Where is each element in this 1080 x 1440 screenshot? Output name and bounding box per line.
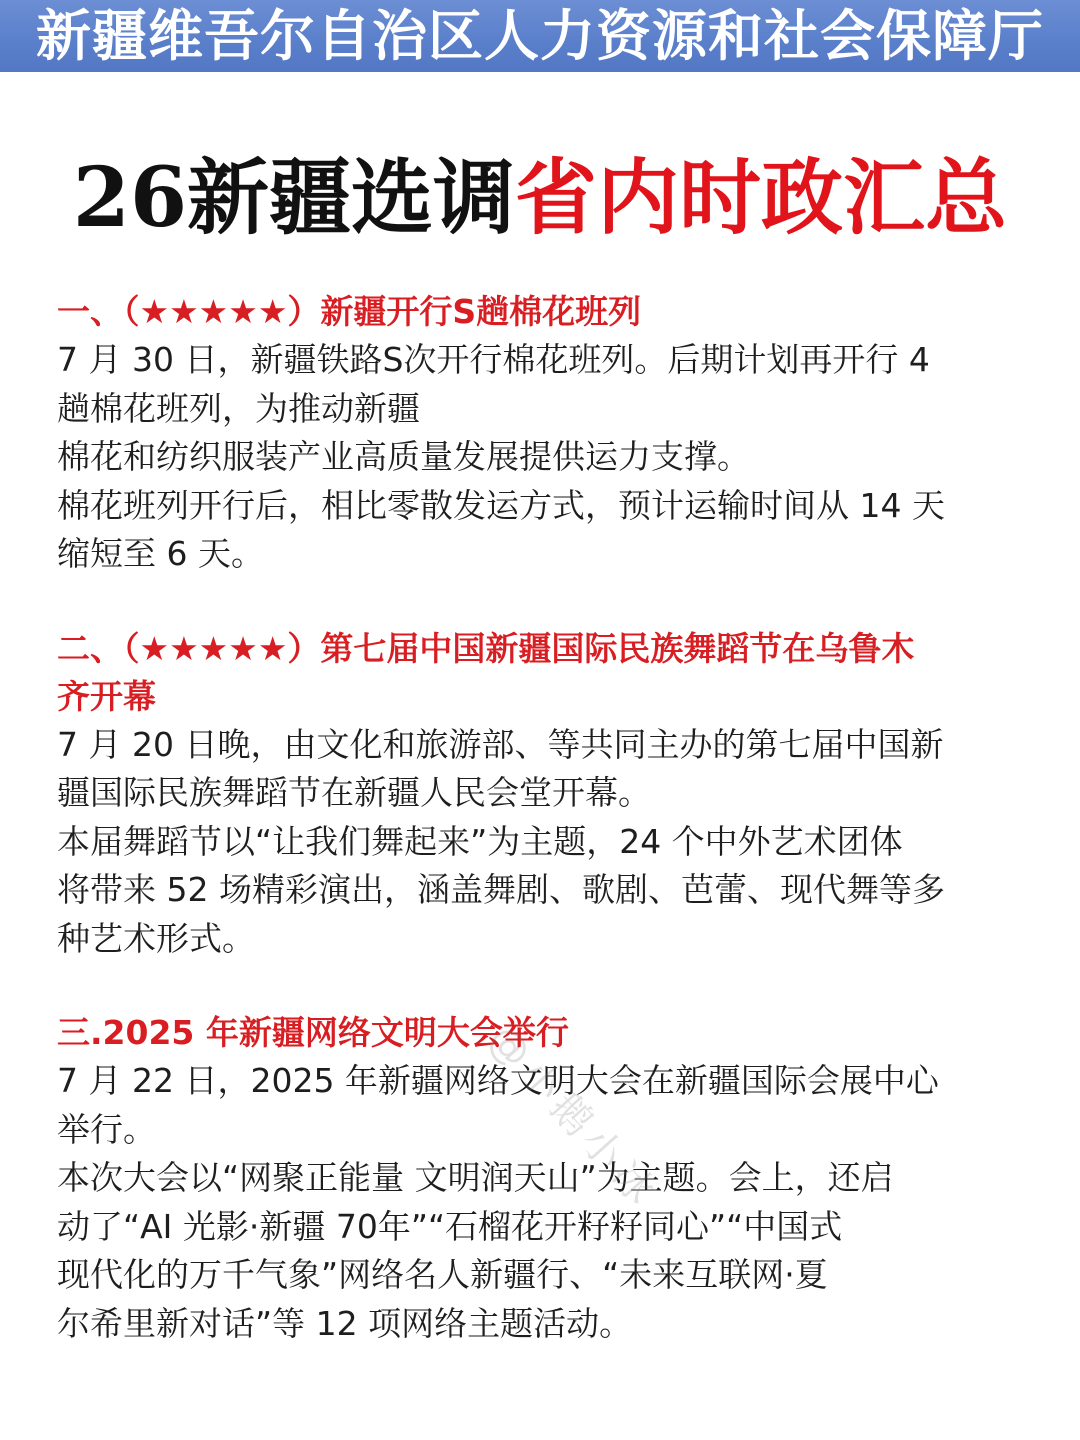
article-body xyxy=(57,288,1032,1348)
paragraph-line: 疆国际民族舞蹈节在新疆人民会堂开幕。 xyxy=(57,773,651,812)
news-section-1 xyxy=(57,288,1032,579)
watermark: @小鹅小冰 xyxy=(479,1016,668,1218)
paragraph-line: 尔希里新对话”等 12 项网络主题活动。 xyxy=(57,1303,633,1343)
paragraph-line: 缩短至 6 天。 xyxy=(57,534,264,573)
paragraph-line: 棉花班列开行后，相比零散发运方式，预计运输时间从 14 天 xyxy=(57,485,945,525)
section-heading: 一、（★★★★★）新疆开行S趟棉花班列 xyxy=(57,292,642,331)
header-banner xyxy=(0,0,1080,72)
paragraph-line: 7 月 20 日晚，由文化和旅游部、等共同主办的第七届中国新 xyxy=(57,724,944,764)
news-section-3 xyxy=(57,1009,1032,1348)
paragraph-line: 7 月 22 日，2025 年新疆网络文明大会在新疆国际会展中心 xyxy=(57,1061,939,1100)
section-heading: 三.2025 年新疆网络文明大会举行 xyxy=(57,1013,569,1052)
paragraph-line: 本届舞蹈节以“让我们舞起来”为主题，24 个中外艺术团体 xyxy=(57,821,903,861)
page-title xyxy=(0,148,1080,248)
paragraph-line: 本次大会以“网聚正能量 文明润天山”为主题。会上，还启 xyxy=(57,1158,894,1197)
paragraph-line: 棉花和纺织服装产业高质量发展提供运力支撑。 xyxy=(57,437,750,476)
paragraph-line: 种艺术形式。 xyxy=(57,918,255,958)
paragraph-line: 将带来 52 场精彩演出，涵盖舞剧、歌剧、芭蕾、现代舞等多 xyxy=(57,870,945,909)
paragraph-line: 动了“AI 光影·新疆 70年”“石榴花开籽籽同心”“中国式 xyxy=(57,1206,843,1246)
paragraph-line: 举行。 xyxy=(57,1109,156,1149)
section-heading: 二、（★★★★★）第七届中国新疆国际民族舞蹈节在乌鲁木 xyxy=(57,628,915,668)
paragraph-line: 7 月 30 日，新疆铁路S次开行棉花班列。后期计划再开行 4 xyxy=(57,340,930,379)
section-heading-continued: 齐开幕 xyxy=(57,676,156,716)
page-title-black: 26新疆选调 xyxy=(72,150,516,246)
paragraph-line: 现代化的万千气象”网络名人新疆行、“未来互联网·夏 xyxy=(57,1255,828,1294)
banner-title: 新疆维吾尔自治区人力资源和社会保障厅 xyxy=(35,4,1044,68)
page-title-red: 省内时政汇总 xyxy=(515,150,1008,246)
news-section-2 xyxy=(57,625,1032,964)
paragraph-line: 趟棉花班列，为推动新疆 xyxy=(57,388,420,428)
